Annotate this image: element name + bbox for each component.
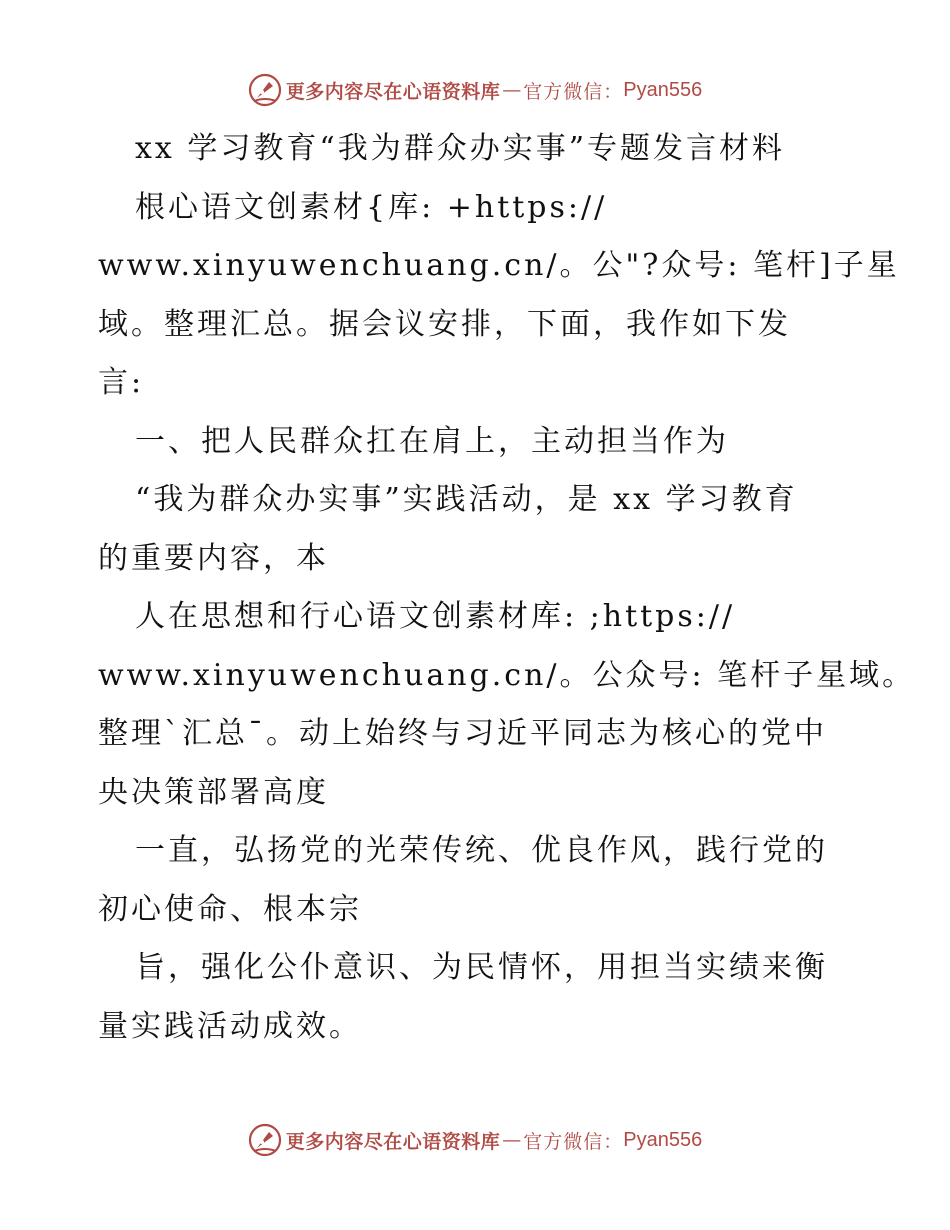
- banner-wechat-id: Pyan556: [623, 78, 703, 101]
- banner-separator: —: [502, 79, 522, 101]
- section-heading: 一、把人民群众扛在肩上，主动担当作为: [135, 423, 729, 459]
- document-line: www.xinyuwenchuang.cn/。公众号: 笔杆子星域。: [98, 657, 916, 693]
- document-body: [98, 120, 916, 1056]
- pen-nib-logo-icon: [248, 1123, 282, 1157]
- banner-brand-text: 更多内容尽在心语资料库: [285, 1130, 501, 1153]
- document-line: 旨，强化公仆意识、为民情怀，用担当实绩来衡: [135, 950, 828, 985]
- header-banner: [0, 70, 950, 110]
- document-line: 整理`汇总¯。动上始终与习近平同志为核心的党中: [98, 716, 827, 751]
- document-line: 初心使命、根本宗: [98, 891, 362, 927]
- document-line: 人在思想和行心语文创素材库: ;https://: [135, 599, 736, 634]
- banner-separator: —: [502, 1129, 522, 1151]
- document-line: 量实践活动成效。: [98, 1008, 362, 1044]
- document-line: 根心语文创素材{库: +https://: [135, 189, 608, 225]
- document-line: 的重要内容，本: [98, 540, 329, 576]
- document-line: “我为群众办实事”实践活动，是 xx 学习教育: [135, 482, 798, 517]
- banner-brand-text: 更多内容尽在心语资料库: [285, 80, 501, 103]
- banner-wechat-label: 官方微信：: [523, 1130, 624, 1153]
- banner-wechat-label: 官方微信：: [523, 80, 624, 103]
- document-title: xx 学习教育“我为群众办实事”专题发言材料: [135, 131, 786, 166]
- banner-wechat-id: Pyan556: [623, 1128, 703, 1151]
- document-line: 域。整理汇总。据会议安排，下面，我作如下发: [98, 306, 791, 342]
- document-line: 言:: [98, 365, 145, 400]
- document-line: 央决策部署高度: [98, 774, 329, 810]
- footer-banner: [0, 1120, 950, 1160]
- document-line: 一直，弘扬党的光荣传统、优良作风，践行党的: [135, 833, 828, 868]
- document-line: www.xinyuwenchuang.cn/。公"?众号: 笔杆]子星: [98, 248, 900, 283]
- pen-nib-logo-icon: [248, 73, 282, 107]
